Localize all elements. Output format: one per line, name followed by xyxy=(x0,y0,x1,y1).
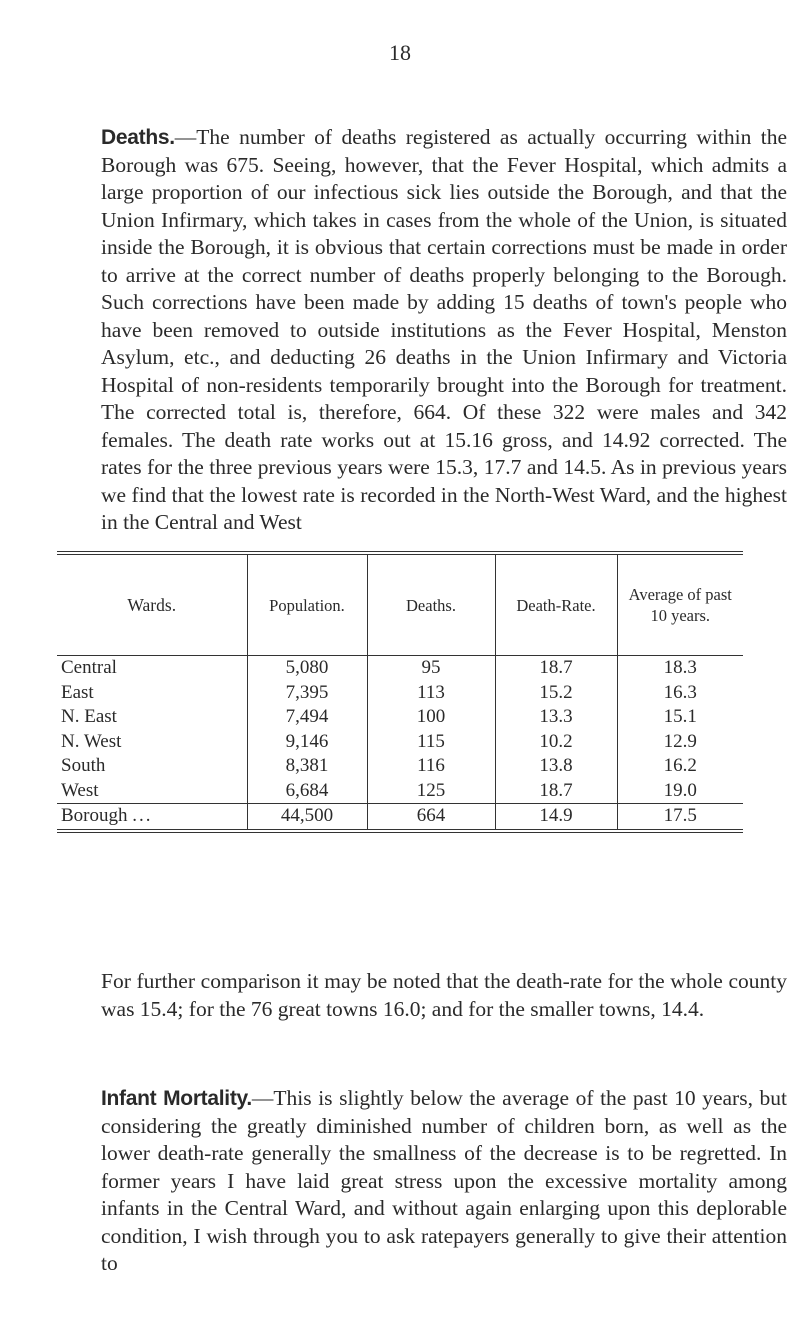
deaths-paragraph xyxy=(57,124,787,537)
deaths-heading: Deaths. xyxy=(101,126,175,149)
table-row xyxy=(57,681,743,706)
table-header-row xyxy=(57,553,743,656)
table-row xyxy=(57,730,743,755)
table-total-row xyxy=(57,804,743,831)
header-deaths: Deaths. xyxy=(367,553,495,656)
infant-mortality-body: —This is slightly below the average of the past 10 years, but considering the greatly diminished number of children born, as well as the lower death-rate generally the smallness of the decrease is to be regretted. In former years I have laid great stress upon the excessive mortality among infants in the Central Ward, and without again enlarging upon this deplorable condition, I wish through you to ask ratepayers generally to give their attention to xyxy=(101,1086,787,1275)
death-rate-cell: 13.8 xyxy=(495,754,617,779)
population-cell: 7,395 xyxy=(247,681,367,706)
death-rate-total: 14.9 xyxy=(495,804,617,831)
death-rate-cell: 10.2 xyxy=(495,730,617,755)
infant-mortality-heading: Infant Mortality. xyxy=(101,1087,252,1110)
header-population: Population. xyxy=(247,553,367,656)
population-cell: 9,146 xyxy=(247,730,367,755)
average-cell: 19.0 xyxy=(617,779,743,804)
table-row xyxy=(57,705,743,730)
table-row xyxy=(57,754,743,779)
ward-name: Central xyxy=(61,657,117,679)
population-cell: 8,381 xyxy=(247,754,367,779)
death-rate-cell: 13.3 xyxy=(495,705,617,730)
ward-death-rate-table xyxy=(57,551,743,833)
header-average: Average of past 10 years. xyxy=(617,553,743,656)
deaths-cell: 125 xyxy=(367,779,495,804)
average-cell: 16.2 xyxy=(617,754,743,779)
average-cell: 16.3 xyxy=(617,681,743,706)
death-rate-cell: 18.7 xyxy=(495,656,617,681)
comparison-paragraph: For further comparison it may be noted that the death-rate for the whole county was 15.4; for the 76 great towns 16.0; and for the smaller towns, 14.4. xyxy=(101,969,787,1021)
table-row xyxy=(57,656,743,681)
ward-name: N. West xyxy=(61,730,122,752)
population-total: 44,500 xyxy=(247,804,367,831)
deaths-cell: 100 xyxy=(367,705,495,730)
table-row xyxy=(57,779,743,804)
average-cell: 12.9 xyxy=(617,730,743,755)
header-death-rate: Death-Rate. xyxy=(495,553,617,656)
ward-name: N. East xyxy=(61,706,117,728)
deaths-cell: 115 xyxy=(367,730,495,755)
header-wards: Wards. xyxy=(57,553,247,656)
average-cell: 15.1 xyxy=(617,705,743,730)
ward-name: South xyxy=(61,755,106,777)
deaths-cell: 116 xyxy=(367,754,495,779)
population-cell: 6,684 xyxy=(247,779,367,804)
population-cell: 5,080 xyxy=(247,656,367,681)
death-rate-cell: 15.2 xyxy=(495,681,617,706)
ward-name-total: Borough ... xyxy=(57,804,247,831)
average-cell: 18.3 xyxy=(617,656,743,681)
average-total: 17.5 xyxy=(617,804,743,831)
page-number: 18 xyxy=(389,40,411,65)
ward-name: West xyxy=(61,779,99,801)
population-cell: 7,494 xyxy=(247,705,367,730)
ward-name: East xyxy=(61,681,94,703)
deaths-cell: 95 xyxy=(367,656,495,681)
death-rate-cell: 18.7 xyxy=(495,779,617,804)
deaths-body: —The number of deaths registered as actually occurring within the Borough was 675. Seeing, however, that the Fever Hospital, which admits a large proportion of our infectious sick lies outside the Borough, and that the Union Infirmary, which takes in cases from the whole of the Union, is situated inside the Borough, it is obvious that certain corrections must be made in order to arrive at the correct number of deaths properly belonging to the Borough. Such corrections have been made by adding 15 deaths of town's people who have been removed to outside institutions as the Fever Hospital, Menston Asylum, etc., and deducting 26 deaths in the Union Infirmary and Victoria Hospital of non-residents temporarily brought into the Borough for treatment. The corrected total is, therefore, 664. Of these 322 were males and 342 females. The death rate works out at 15.16 gross, and 14.92 corrected. The rates for the three previous years were 15.3, 17.7 and 14.5. As in previous years we find that the lowest rate is recorded in the North-West Ward, and the highest in the Central and West xyxy=(101,125,787,534)
deaths-total: 664 xyxy=(367,804,495,831)
deaths-cell: 113 xyxy=(367,681,495,706)
infant-mortality-paragraph xyxy=(57,1085,787,1278)
